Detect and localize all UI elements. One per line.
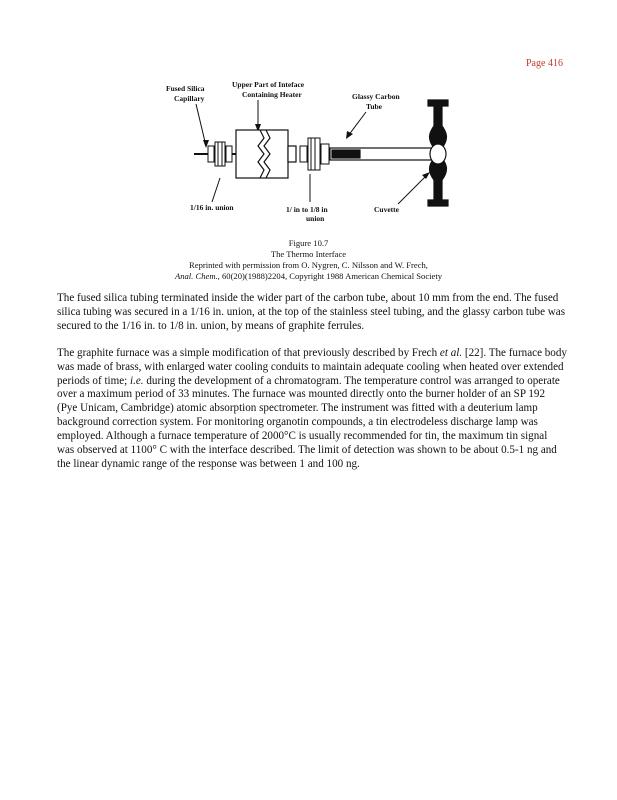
cuvette-center <box>430 144 446 164</box>
union-1-16-body <box>215 142 225 166</box>
paragraph-2-part-b: [22]. The furnace body was made of brass, with enlarged water cooling conduits to maintain adequate cooling when heated over extended periods of time; <box>57 346 567 387</box>
paragraph-2-part-c: during the development of a chromatogram. The temperature control was arranged to operate over a maximum period of 33 minutes. The furnace was mounted directly onto the burner holder of an SP 192 (Pye Unicam, Cambridge) atomic absorption spectrometer. The instrument was fitted with a deuterium lamp background correction system. For monitoring organotin compounds, a tin electrodeless discharge lamp was employed. Although a furnace temperature of 2000°C is usually recommended for tin, the maximum tin signal was observed at 1100° C with the interface described. The limit of detection was shown to be about 0.5-1 ng and the linear dynamic range of the response was between 1 and 100 ng. <box>57 374 560 470</box>
paragraph-2-ie: i.e. <box>130 374 144 387</box>
caption-citation-rest: 60(20)(1988)2204, Copyright 1988 American Chemical Society <box>219 271 443 281</box>
thermo-interface-diagram <box>160 74 450 232</box>
paragraph-2-part-a: The graphite furnace was a simple modification of that previously described by Frech <box>57 346 440 359</box>
cuvette <box>428 100 448 206</box>
union-1-16-nut-right <box>226 146 232 162</box>
label-cuvette: Cuvette <box>374 205 399 214</box>
label-union-word: union <box>306 214 325 223</box>
label-upper-part: Upper Part of Inteface <box>232 80 305 89</box>
caption-citation <box>0 271 617 282</box>
cuvette-top <box>428 100 448 148</box>
heater-box <box>236 130 288 178</box>
leader-capillary <box>196 104 206 146</box>
carbon-tube-insert <box>332 150 360 158</box>
caption-reprint: Reprinted with permission from O. Nygren, C. Nilsson and W. Frech, <box>189 260 428 270</box>
union-1-8-body <box>308 138 320 170</box>
heater-housing <box>236 130 296 178</box>
leader-glassy-carbon <box>348 112 366 136</box>
label-glassy-carbon: Glassy Carbon <box>352 92 400 101</box>
paragraph-2-et-al: et al. <box>439 346 463 359</box>
label-capillary: Capillary <box>174 94 205 103</box>
union-1-8-nut-right <box>321 144 329 164</box>
leader-cuvette <box>398 174 428 204</box>
arrowhead-glassy-carbon <box>346 131 353 139</box>
cuvette-bottom <box>428 158 448 206</box>
label-union-1-to-1-8: 1/ in to 1/8 in <box>286 205 328 214</box>
caption-title: The Thermo Interface <box>270 249 347 259</box>
union-1-16-to-1-8 <box>300 138 329 170</box>
caption-figure-number: Figure 10.7 <box>288 238 329 248</box>
page-number: Page 416 <box>526 58 563 69</box>
arrowhead-cuvette <box>422 172 430 179</box>
caption-journal: Anal. Chem., <box>174 271 220 281</box>
union-1-16 <box>208 142 232 166</box>
glassy-carbon-tube <box>330 148 434 160</box>
thermo-interface-figure <box>160 74 450 232</box>
figure-caption <box>0 238 617 282</box>
union-1-16-nut-left <box>208 146 214 162</box>
leader-union-1-16 <box>212 178 220 202</box>
label-union-1-16: 1/16 in. union <box>190 203 234 212</box>
label-tube: Tube <box>366 102 382 111</box>
union-1-8-nut-left <box>300 146 307 162</box>
label-fused-silica: Fused Silica <box>166 84 205 93</box>
body-text <box>57 292 567 485</box>
label-containing-heater: Containing Heater <box>242 90 302 99</box>
heater-outlet <box>288 146 296 162</box>
paragraph-2 <box>57 347 567 472</box>
paragraph-1: The fused silica tubing terminated inside the wider part of the carbon tube, about 10 mm from the end. The fused silica tubing was secured in a 1/16 in. union, at the top of the stainless steel tubing, and the glassy carbon tube was secured to the 1/16 in. to 1/8 in. union, by means of graphite ferrules. <box>57 292 566 332</box>
